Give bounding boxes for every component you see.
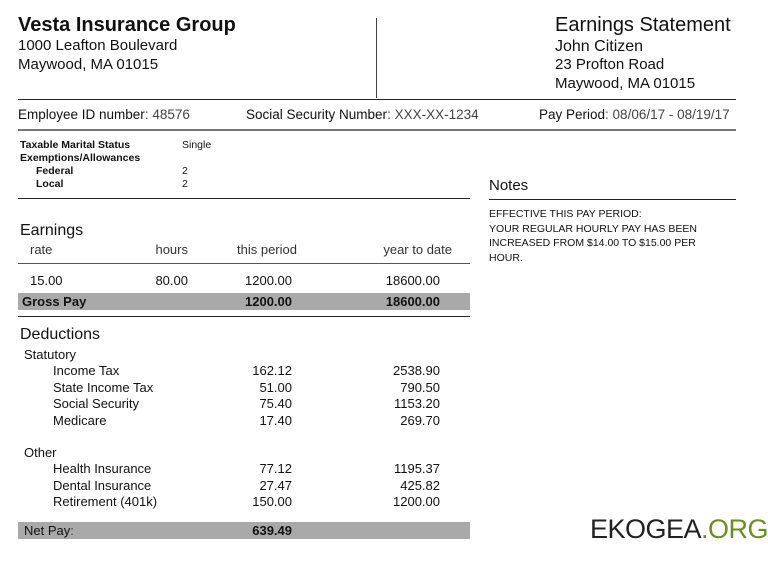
pay-period-label: Pay Period (539, 107, 606, 122)
deduction-period: 27.47 (259, 477, 292, 493)
note-line: HOUR. (489, 251, 523, 264)
deduction-ytd: 269.70 (400, 412, 440, 428)
statutory-label: Statutory (24, 347, 77, 362)
divider (18, 198, 470, 199)
marital-status-value: Single (182, 139, 212, 151)
deduction-period: 150.00 (252, 494, 292, 509)
gross-pay-label: Gross Pay (22, 294, 87, 309)
deduction-label: State Income Tax (53, 379, 154, 395)
note-line: INCREASED FROM $14.00 TO $15.00 PER (489, 237, 696, 249)
ssn (246, 107, 479, 122)
notes-title: Notes (489, 177, 529, 194)
header-this-period: this period (237, 242, 297, 257)
employee-address-2: Maywood, MA 01015 (555, 75, 696, 92)
note-line: EFFECTIVE THIS PAY PERIOD: (489, 208, 642, 220)
deduction-label: Social Security (53, 396, 139, 411)
deduction-period: 51.00 (259, 379, 292, 395)
deduction-label: Income Tax (53, 363, 120, 378)
rate-value: 15.00 (30, 273, 63, 288)
ssn-value: : XXX-XX-1234 (387, 107, 479, 122)
deduction-ytd: 1153.20 (393, 396, 440, 411)
header-hours: hours (155, 242, 188, 257)
employee-id-label: Employee ID number (18, 107, 145, 122)
deduction-ytd: 1200.00 (393, 494, 440, 509)
company-address-1: 1000 Leafton Boulevard (18, 37, 178, 54)
marital-status-label: Taxable Marital Status (20, 139, 131, 151)
deduction-period: 162.12 (252, 363, 292, 378)
watermark-domain: .ORG (701, 514, 768, 544)
deduction-period: 17.40 (259, 412, 292, 428)
statement-title: Earnings Statement (555, 14, 731, 36)
deduction-ytd: 790.50 (400, 379, 440, 395)
local-label: Local (36, 178, 64, 190)
exemptions-label: Exemptions/Allowances (20, 152, 141, 164)
deduction-period: 77.12 (259, 461, 292, 476)
company-address-2: Maywood, MA 01015 (18, 56, 159, 73)
notes-text (489, 207, 697, 265)
federal-value: 2 (182, 165, 188, 177)
deduction-label: Retirement (401k) (53, 494, 158, 509)
ytd-value: 18600.00 (385, 273, 440, 288)
company-name: Vesta Insurance Group (18, 14, 236, 36)
deduction-ytd: 2538.90 (393, 363, 440, 378)
net-pay-colon: : (70, 523, 74, 538)
federal-label: Federal (36, 165, 74, 177)
employee-id (18, 107, 190, 122)
employee-id-value: : 48576 (144, 107, 190, 122)
ssn-label: Social Security Number (246, 107, 388, 122)
watermark-text: EKOGEA (590, 514, 702, 544)
divider (489, 199, 736, 200)
header-divider (376, 18, 377, 98)
divider (18, 263, 470, 264)
net-pay-label-text: Net Pay (24, 523, 71, 538)
note-line: YOUR REGULAR HOURLY PAY HAS BEEN (489, 222, 697, 235)
gross-pay-ytd: 18600.00 (385, 294, 440, 309)
deduction-label: Medicare (53, 412, 107, 428)
deductions-title: Deductions (20, 326, 101, 343)
deduction-label: Dental Insurance (53, 477, 152, 493)
deduction-period: 75.40 (259, 396, 292, 411)
gross-pay-period: 1200.00 (245, 294, 292, 309)
period-value: 1200.00 (245, 273, 292, 288)
net-pay-label (24, 523, 74, 538)
earnings-title: Earnings (20, 222, 84, 239)
deduction-label: Health Insurance (53, 461, 152, 476)
employee-name: John Citizen (555, 38, 644, 55)
local-value: 2 (182, 178, 188, 190)
header-ytd: year to date (383, 242, 452, 257)
divider (18, 99, 736, 100)
watermark-logo (590, 514, 768, 545)
deduction-ytd: 425.82 (400, 477, 440, 493)
pay-period (539, 107, 730, 122)
header-rate: rate (30, 242, 53, 257)
divider (18, 316, 470, 317)
employee-address-1: 23 Profton Road (555, 56, 665, 73)
pay-period-value: : 08/06/17 - 08/19/17 (605, 107, 730, 122)
divider (18, 129, 736, 131)
other-label: Other (24, 445, 57, 460)
net-pay-value: 639.49 (252, 523, 292, 538)
hours-value: 80.00 (155, 273, 188, 288)
deduction-ytd: 1195.37 (393, 461, 440, 476)
